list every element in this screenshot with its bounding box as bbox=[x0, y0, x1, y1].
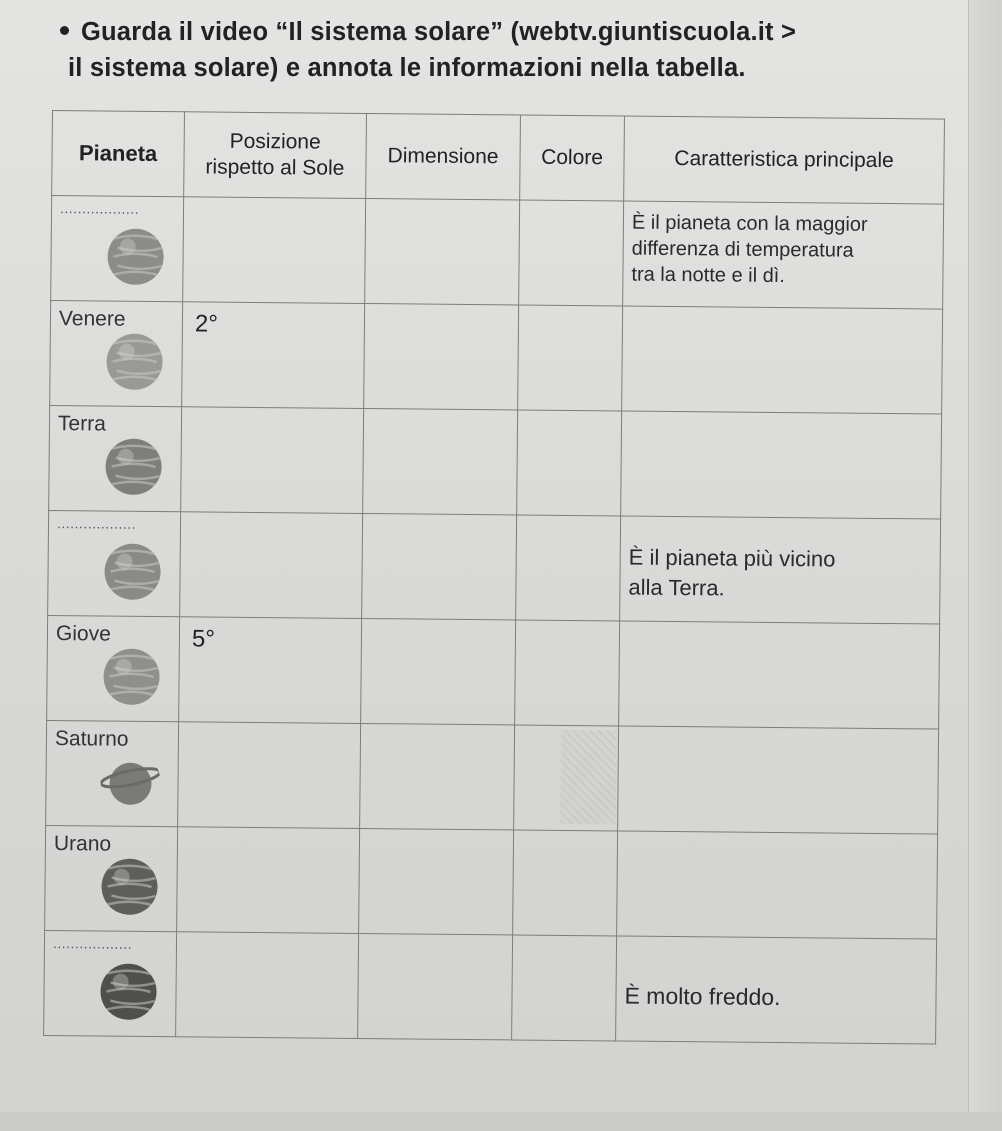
instruction-line-2: il sistema solare) e annota le informazioni nella tabella. bbox=[68, 54, 746, 82]
dimension-cell[interactable] bbox=[359, 828, 514, 934]
characteristic-cell[interactable] bbox=[616, 936, 937, 1044]
characteristic-line bbox=[627, 735, 932, 738]
position-cell[interactable] bbox=[182, 302, 365, 409]
header-caratteristica: Caratteristica principale bbox=[624, 116, 945, 204]
table-row bbox=[44, 930, 937, 1044]
characteristic-line bbox=[626, 840, 931, 843]
characteristic-text bbox=[619, 726, 938, 737]
planet-cell bbox=[51, 196, 184, 302]
characteristic-text bbox=[623, 306, 942, 317]
instruction-line-1: Guarda il video “Il sistema solare” (webtv.giuntiscuola.it > bbox=[81, 18, 797, 46]
planet-cell bbox=[47, 615, 180, 721]
table-row bbox=[47, 615, 940, 729]
characteristic-line bbox=[627, 735, 932, 738]
characteristic-line: È molto freddo. bbox=[624, 982, 781, 1011]
characteristic-cell[interactable] bbox=[617, 831, 938, 939]
header-posizione bbox=[184, 112, 367, 199]
header-pianeta: Pianeta bbox=[52, 111, 185, 197]
position-value bbox=[182, 407, 363, 417]
planet-name-blank[interactable]: .................. bbox=[59, 200, 140, 217]
color-cell[interactable] bbox=[515, 620, 620, 726]
characteristic-text bbox=[618, 831, 937, 842]
planet-icon bbox=[101, 647, 162, 708]
color-cell[interactable] bbox=[513, 830, 618, 936]
position-cell[interactable] bbox=[178, 722, 361, 829]
position-value bbox=[179, 722, 360, 732]
characteristic-line bbox=[626, 840, 931, 843]
color-cell[interactable] bbox=[512, 935, 617, 1041]
planet-icon bbox=[98, 961, 159, 1022]
characteristic-cell[interactable] bbox=[622, 306, 943, 414]
characteristic-line: È il pianeta più vicino bbox=[628, 544, 836, 572]
characteristic-cell[interactable] bbox=[620, 516, 941, 624]
color-cell[interactable] bbox=[517, 410, 622, 516]
planet-name-blank[interactable]: .................. bbox=[52, 935, 133, 952]
instruction-text bbox=[60, 14, 960, 86]
page-edge bbox=[968, 0, 1002, 1131]
page-bottom-strip bbox=[0, 1112, 1002, 1131]
header-posizione-line2: rispetto al Sole bbox=[205, 155, 345, 180]
color-cell[interactable] bbox=[519, 200, 624, 306]
planet-icon bbox=[100, 751, 161, 812]
color-cell[interactable] bbox=[518, 305, 623, 411]
planet-icon bbox=[102, 542, 163, 603]
planet-name: Giove bbox=[55, 622, 111, 646]
characteristic-cell[interactable] bbox=[621, 411, 942, 519]
position-value: 2° bbox=[194, 310, 219, 338]
position-cell[interactable] bbox=[183, 197, 366, 304]
position-cell[interactable] bbox=[176, 932, 359, 1039]
characteristic-line bbox=[628, 630, 933, 633]
position-cell[interactable] bbox=[181, 407, 364, 514]
characteristic-cell[interactable] bbox=[623, 201, 944, 309]
planet-icon bbox=[104, 332, 165, 393]
characteristic-line bbox=[628, 630, 933, 633]
bullet-icon bbox=[60, 26, 69, 35]
planet-cell bbox=[49, 405, 182, 511]
dimension-cell[interactable] bbox=[360, 723, 515, 829]
characteristic-line: differenza di temperatura bbox=[631, 237, 854, 262]
planet-cell bbox=[44, 930, 177, 1036]
position-cell[interactable] bbox=[177, 827, 360, 934]
characteristic-line bbox=[631, 315, 936, 318]
dimension-cell[interactable] bbox=[362, 514, 517, 620]
position-value bbox=[178, 827, 359, 837]
planet-name: Saturno bbox=[54, 727, 129, 751]
planet-icon bbox=[103, 437, 164, 498]
table-row bbox=[48, 510, 941, 624]
characteristic-text bbox=[620, 516, 940, 605]
planet-name: Urano bbox=[53, 832, 112, 856]
characteristic-line: tra la notte e il dì. bbox=[631, 263, 785, 288]
planet-name: Terra bbox=[57, 412, 106, 436]
characteristic-text bbox=[622, 411, 941, 422]
position-cell[interactable] bbox=[179, 617, 362, 724]
characteristic-line bbox=[626, 840, 931, 843]
characteristic-line: È il pianeta con la maggior bbox=[631, 211, 868, 236]
position-value: 5° bbox=[191, 625, 216, 653]
characteristic-line bbox=[630, 420, 935, 423]
planet-cell bbox=[50, 300, 183, 406]
planet-cell bbox=[48, 510, 181, 616]
table-row bbox=[49, 405, 942, 519]
planet-cell bbox=[46, 720, 179, 826]
table-row bbox=[51, 196, 944, 310]
dimension-cell[interactable] bbox=[364, 304, 519, 410]
characteristic-text bbox=[616, 936, 936, 1013]
characteristic-text bbox=[620, 621, 939, 632]
table-row bbox=[46, 720, 939, 834]
planet-icon bbox=[105, 227, 166, 288]
table-header-row bbox=[52, 111, 945, 205]
characteristic-cell[interactable] bbox=[619, 621, 940, 729]
header-posizione-line1: Posizione bbox=[229, 129, 321, 154]
planet-name: Venere bbox=[58, 307, 126, 331]
planet-cell bbox=[45, 825, 178, 931]
color-cell[interactable] bbox=[514, 725, 619, 831]
planet-icon bbox=[99, 856, 160, 917]
eraser-smudge bbox=[560, 730, 617, 825]
position-value bbox=[184, 197, 365, 207]
characteristic-line bbox=[631, 315, 936, 318]
header-dimensione: Dimensione bbox=[366, 114, 521, 200]
planets-table bbox=[43, 110, 945, 1045]
planet-name-blank[interactable]: .................. bbox=[56, 515, 137, 532]
dimension-cell[interactable] bbox=[363, 409, 518, 515]
characteristic-line bbox=[630, 420, 935, 423]
position-cell[interactable] bbox=[180, 512, 363, 619]
header-colore: Colore bbox=[520, 115, 625, 201]
characteristic-line bbox=[630, 420, 935, 423]
table-row bbox=[45, 825, 938, 939]
characteristic-line bbox=[628, 630, 933, 633]
characteristic-text bbox=[623, 201, 943, 290]
characteristic-line bbox=[631, 315, 936, 318]
dimension-cell[interactable] bbox=[358, 933, 513, 1039]
dimension-cell[interactable] bbox=[361, 618, 516, 724]
position-value bbox=[177, 932, 358, 942]
characteristic-line: alla Terra. bbox=[628, 574, 725, 601]
table-row bbox=[50, 300, 943, 414]
characteristic-cell[interactable] bbox=[618, 726, 939, 834]
position-value bbox=[181, 512, 362, 522]
dimension-cell[interactable] bbox=[365, 199, 520, 305]
characteristic-line bbox=[627, 735, 932, 738]
color-cell[interactable] bbox=[516, 515, 621, 621]
